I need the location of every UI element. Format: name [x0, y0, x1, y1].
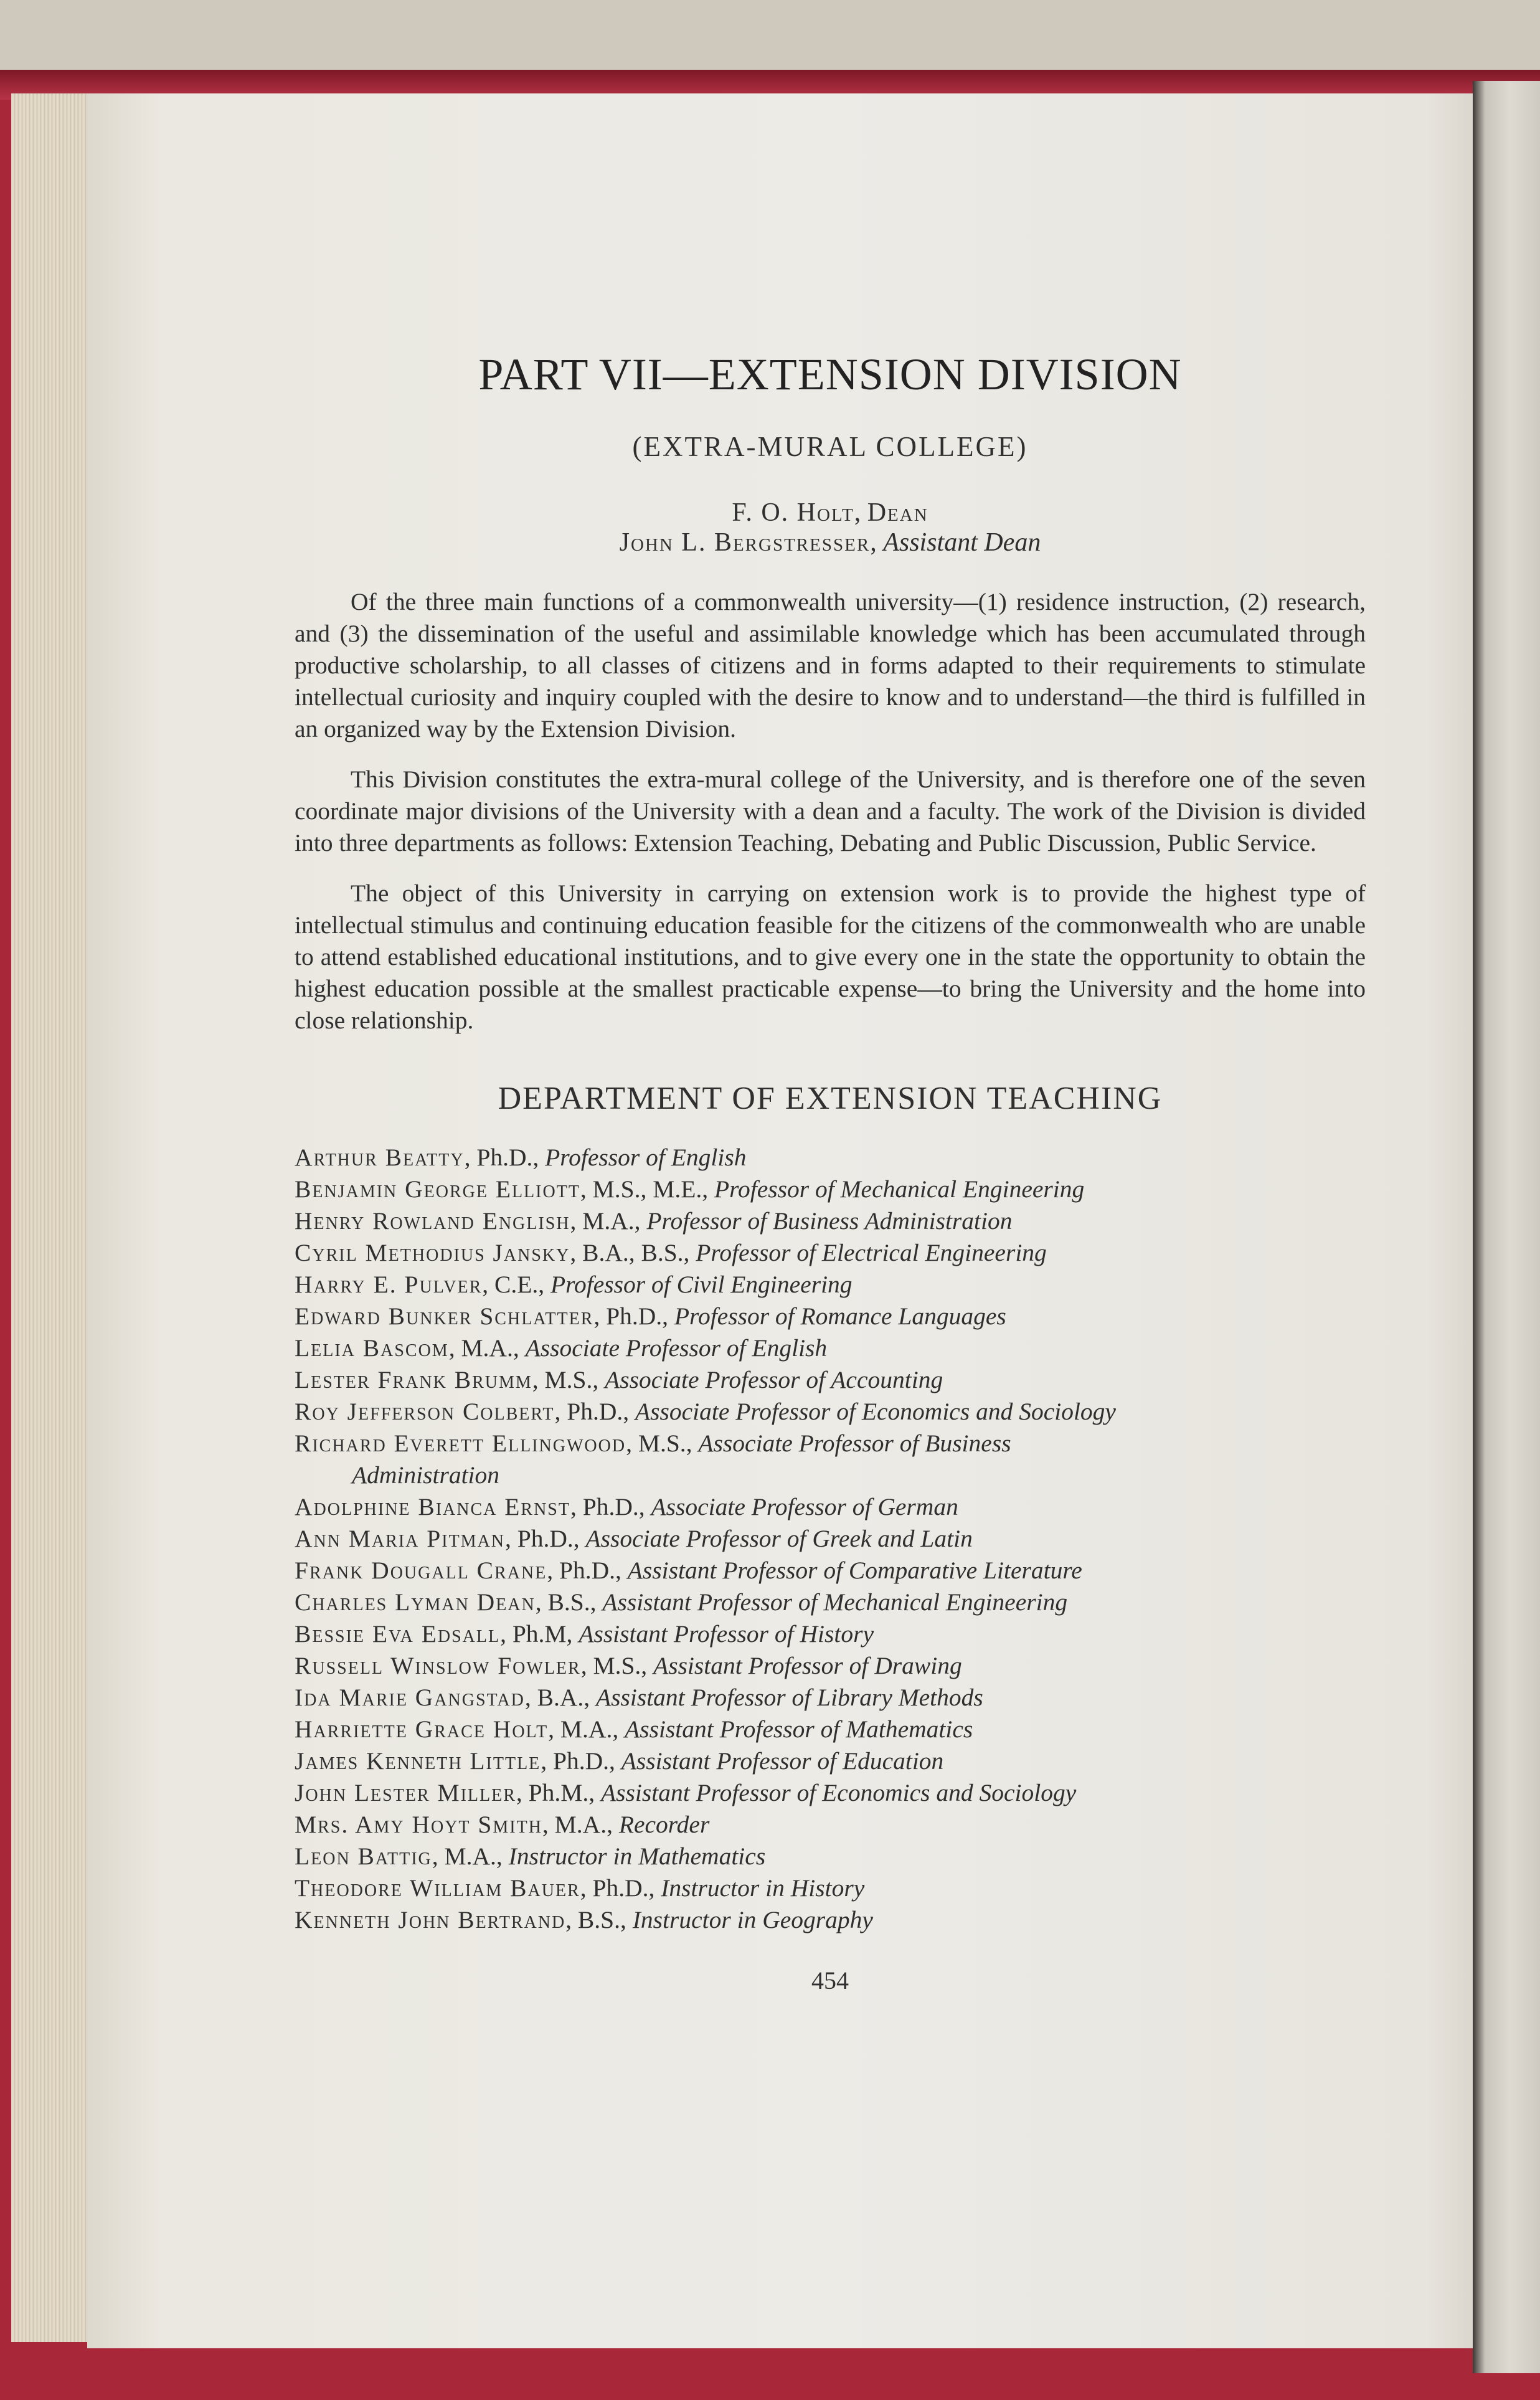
- staff-degree: , Ph.D.,: [541, 1747, 621, 1775]
- staff-title: Assistant Professor of Drawing: [653, 1652, 962, 1679]
- part-title: PART VII—EXTENSION DIVISION: [478, 349, 1182, 399]
- staff-entry: [295, 1714, 1366, 1745]
- staff-title: Professor of Mechanical Engineering: [714, 1175, 1085, 1203]
- staff-name: Leon Battig: [295, 1843, 432, 1870]
- staff-entry: [295, 1809, 1366, 1841]
- staff-title: Assistant Professor of Mechanical Engineering: [602, 1588, 1068, 1616]
- dean-name: F. O. Holt: [732, 498, 854, 527]
- staff-title: Associate Professor of English: [525, 1334, 828, 1362]
- staff-title: Assistant Professor of Mathematics: [625, 1715, 973, 1743]
- staff-title: Professor of Romance Languages: [674, 1302, 1006, 1330]
- dean-role: Dean: [867, 498, 928, 527]
- staff-entry: [295, 1174, 1366, 1205]
- staff-entry: [295, 1904, 1366, 1936]
- staff-title: Recorder: [618, 1811, 710, 1838]
- staff-name: Harry E. Pulver: [295, 1271, 483, 1298]
- staff-name: Lelia Bascom: [295, 1334, 449, 1362]
- staff-degree: , Ph.D.,: [570, 1493, 651, 1520]
- staff-entry: [295, 1332, 1366, 1364]
- staff-title: Associate Professor of Accounting: [605, 1366, 943, 1393]
- staff-degree: , M.S., M.E.,: [580, 1175, 715, 1203]
- staff-title: Instructor in Geography: [632, 1906, 873, 1933]
- staff-degree: , M.A.,: [570, 1207, 647, 1235]
- staff-name: Kenneth John Bertrand: [295, 1906, 566, 1933]
- assistant-dean-line: [295, 528, 1366, 557]
- staff-degree: , Ph.D.,: [505, 1525, 586, 1552]
- staff-entry: [295, 1650, 1366, 1682]
- staff-name: Adolphine Bianca Ernst: [295, 1493, 570, 1520]
- staff-name: Russell Winslow Fowler: [295, 1652, 581, 1679]
- staff-entry: [295, 1428, 1366, 1459]
- staff-degree: , Ph.D.,: [580, 1874, 661, 1902]
- staff-entry: [295, 1396, 1366, 1428]
- staff-degree: , B.S.,: [535, 1588, 603, 1616]
- staff-entry: [295, 1682, 1366, 1714]
- staff-entry: [295, 1523, 1366, 1555]
- staff-entry: [295, 1301, 1366, 1332]
- staff-title: Instructor in Mathematics: [508, 1843, 766, 1870]
- staff-title: Associate Professor of Business: [698, 1430, 1011, 1457]
- staff-name: Roy Jefferson Colbert: [295, 1398, 555, 1425]
- staff-title: Associate Professor of German: [651, 1493, 958, 1520]
- staff-name: Harriette Grace Holt: [295, 1715, 549, 1743]
- staff-entry: [295, 1618, 1366, 1650]
- staff-name: Benjamin George Elliott: [295, 1175, 580, 1203]
- staff-title: Professor of Business Administration: [646, 1207, 1013, 1235]
- assistant-dean-separator: ,: [870, 528, 884, 557]
- staff-title: Associate Professor of Economics and Sociology: [635, 1398, 1116, 1425]
- staff-title: Assistant Professor of Comparative Literature: [627, 1557, 1082, 1584]
- staff-degree: , M.A.,: [432, 1843, 509, 1870]
- staff-degree: , Ph.D.,: [554, 1398, 635, 1425]
- staff-name: Charles Lyman Dean: [295, 1588, 536, 1616]
- staff-degree: , C.E.,: [482, 1271, 550, 1298]
- staff-degree: , B.A.,: [524, 1684, 596, 1711]
- staff-name: Frank Dougall Crane: [295, 1557, 547, 1584]
- staff-title: Assistant Professor of Economics and Sociology: [601, 1779, 1077, 1806]
- staff-title: Professor of Electrical Engineering: [696, 1239, 1047, 1266]
- staff-degree: , Ph.D.,: [464, 1144, 546, 1171]
- staff-name: Arthur Beatty: [295, 1144, 465, 1171]
- staff-name: Cyril Methodius Jansky: [295, 1239, 570, 1266]
- staff-name: Henry Rowland English: [295, 1207, 570, 1235]
- staff-title: Assistant Professor of Education: [621, 1747, 944, 1775]
- staff-entry: [295, 1205, 1366, 1237]
- staff-degree: , M.S.,: [532, 1366, 605, 1393]
- staff-degree: , Ph.M,: [500, 1620, 579, 1648]
- staff-entry: [295, 1142, 1366, 1174]
- staff-degree: , Ph.D.,: [593, 1302, 674, 1330]
- staff-degree: , M.S.,: [626, 1430, 699, 1457]
- staff-title-continuation: Administration: [352, 1461, 500, 1489]
- staff-entry: [295, 1587, 1366, 1618]
- staff-entry: [295, 1841, 1366, 1872]
- dean-line: [295, 498, 1366, 528]
- assistant-dean-role: Assistant Dean: [883, 528, 1041, 557]
- page-stack-edge: [11, 93, 92, 2342]
- staff-degree: , M.A.,: [548, 1715, 625, 1743]
- staff-list: [295, 1142, 1366, 1936]
- staff-entry: [295, 1269, 1366, 1301]
- staff-entry: [295, 1745, 1366, 1777]
- page-number: 454: [811, 1966, 849, 1994]
- staff-title: Assistant Professor of History: [579, 1620, 874, 1648]
- staff-degree: , M.S.,: [580, 1652, 654, 1679]
- staff-entry: [295, 1491, 1366, 1523]
- staff-degree: , Ph.M.,: [516, 1779, 601, 1806]
- staff-degree: , B.A., B.S.,: [570, 1239, 696, 1266]
- page-content: [295, 336, 1366, 1995]
- staff-name: Ann Maria Pitman: [295, 1525, 506, 1552]
- facing-page-edge: [1473, 81, 1540, 2373]
- staff-name: Bessie Eva Edsall: [295, 1620, 501, 1648]
- assistant-dean-name: John L. Bergstresser: [619, 528, 871, 557]
- part-subtitle: (EXTRA-MURAL COLLEGE): [632, 431, 1028, 462]
- staff-name: Mrs. Amy Hoyt Smith: [295, 1811, 542, 1838]
- division-paragraph: This Division constitutes the extra-mural college of the University, and is therefore one of the seven coordinate major divisions of the University with a dean and a faculty. The work of the Division is divided into three departments as follows: Extension Teaching, Debating and Public Discussion, Public Service.: [295, 766, 1366, 856]
- staff-name: John Lester Miller: [295, 1779, 516, 1806]
- staff-name: Theodore William Bauer: [295, 1874, 580, 1902]
- staff-entry: [295, 1237, 1366, 1269]
- staff-title: Assistant Professor of Library Methods: [595, 1684, 983, 1711]
- intro-paragraph: Of the three main functions of a commonwealth university—(1) residence instruction, (2) research, and (3) the dissemination of the useful and assimilable knowledge which has been accumulated through productive scholarship, to all classes of citizens and in forms adapted to their requirements to stimulate intellectual curiosity and inquiry coupled with the desire to know and to understand—the third is fulfilled in an organized way by the Extension Division.: [295, 588, 1366, 742]
- dean-separator: ,: [854, 498, 867, 527]
- object-paragraph: The object of this University in carrying on extension work is to provide the highest type of intellectual stimulus and continuing education feasible for the citizens of the commonwealth who are unable to attend established educational institutions, and to give every one in the state the opportunity to obtain the highest education possible at the smallest practicable expense—to bring the University and the home into close relationship.: [295, 880, 1366, 1034]
- staff-name: Edward Bunker Schlatter: [295, 1302, 594, 1330]
- staff-title: Professor of English: [545, 1144, 747, 1171]
- staff-entry: [295, 1555, 1366, 1587]
- staff-name: James Kenneth Little: [295, 1747, 541, 1775]
- staff-degree: , B.S.,: [565, 1906, 633, 1933]
- staff-entry: [295, 1777, 1366, 1809]
- staff-entry: [295, 1872, 1366, 1904]
- department-heading: DEPARTMENT OF EXTENSION TEACHING: [498, 1081, 1163, 1116]
- staff-name: Richard Everett Ellingwood: [295, 1430, 626, 1457]
- staff-degree: , Ph.D.,: [547, 1557, 628, 1584]
- staff-title: Associate Professor of Greek and Latin: [585, 1525, 973, 1552]
- staff-title: Instructor in History: [661, 1874, 865, 1902]
- staff-name: Lester Frank Brumm: [295, 1366, 532, 1393]
- staff-name: Ida Marie Gangstad: [295, 1684, 525, 1711]
- staff-title: Professor of Civil Engineering: [550, 1271, 853, 1298]
- staff-degree: , M.A.,: [448, 1334, 526, 1362]
- staff-degree: , M.A.,: [542, 1811, 619, 1838]
- staff-entry: [295, 1364, 1366, 1396]
